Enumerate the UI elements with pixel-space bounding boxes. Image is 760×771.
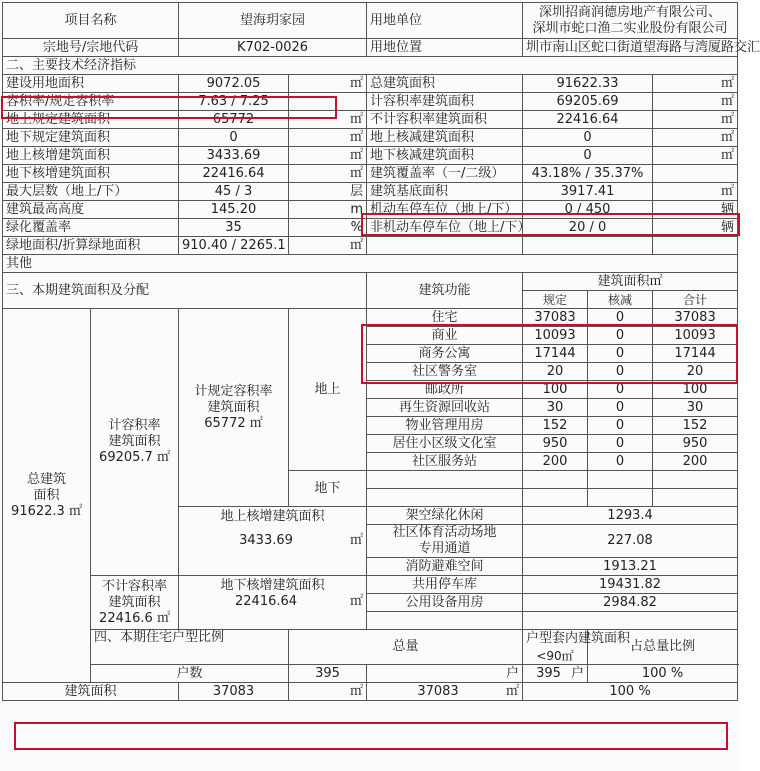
indicator-value: 22416.64 <box>179 165 289 183</box>
label-land-unit: 用地单位 <box>367 3 523 39</box>
section-2-heading: 二、主要技术经济指标 <box>3 57 738 75</box>
indicator-unit: ㎡ <box>289 111 367 129</box>
indicator-label: 建筑覆盖率（一/二级） <box>367 165 523 183</box>
below-bonus-value-line <box>182 594 363 610</box>
highlight-households-box <box>14 722 728 750</box>
above-bonus-label: 地上核增建筑面积 <box>220 509 325 524</box>
function-total: 20 <box>653 363 738 381</box>
indicator-label: 地下规定建筑面积 <box>3 129 179 147</box>
indicator-label: 地上规定建筑面积 <box>3 111 179 129</box>
above-bonus-value: 3433.69 <box>239 533 293 548</box>
label-project-name: 项目名称 <box>3 3 179 39</box>
indicator-unit: 辆 <box>653 219 738 237</box>
function-name: 住宅 <box>367 309 523 327</box>
indicator-label: 总建筑面积 <box>367 75 523 93</box>
function-name: 商务公寓 <box>367 345 523 363</box>
spacer <box>182 525 363 533</box>
empty-cell <box>588 489 653 507</box>
function-name: 物业管理用房 <box>367 417 523 435</box>
indicator-unit: ㎡ <box>289 165 367 183</box>
land-unit-line-2: 深圳市蛇口渔二实业股份有限公司 <box>532 20 728 36</box>
indicator-label: 机动车停车位（地上/下） <box>367 201 523 219</box>
indicator-value: 7.63 / 7.25 <box>179 93 289 111</box>
regulated-area-value: 65772 ㎡ <box>204 415 263 431</box>
indicator-value: 69205.69 <box>523 93 653 111</box>
empty-cell <box>523 489 588 507</box>
indicator-label: 最大层数（地上/下） <box>3 183 179 201</box>
function-total: 37083 <box>653 309 738 327</box>
indicator-value: 65772 <box>179 111 289 129</box>
function-deduction: 0 <box>588 399 653 417</box>
unit-mix-type-unit: 户 <box>571 665 585 681</box>
function-regulated: 152 <box>523 417 588 435</box>
indicator-value: 910.40 / 2265.1 <box>179 237 289 255</box>
indicator-unit: ㎡ <box>653 129 738 147</box>
indicator-unit: ㎡ <box>653 93 738 111</box>
indicator-label: 地上核增建筑面积 <box>3 147 179 165</box>
function-total: 152 <box>653 417 738 435</box>
below-bonus-label: 地下核增建筑面积 <box>220 578 325 593</box>
function-regulated: 10093 <box>523 327 588 345</box>
unit-mix-row <box>3 665 738 683</box>
indicator-value: 22416.64 <box>523 111 653 129</box>
function-deduction: 0 <box>588 363 653 381</box>
function-row <box>3 309 738 327</box>
function-regulated: 100 <box>523 381 588 399</box>
indicator-label: 地下核减建筑面积 <box>367 147 523 165</box>
bonus-item-value: 1913.21 <box>523 558 738 576</box>
function-deduction: 0 <box>588 435 653 453</box>
bonus-item-name: 架空绿化休闲 <box>367 507 523 525</box>
empty-cell <box>367 471 523 489</box>
indicator-label: 容积率/规定容积率 <box>3 93 179 111</box>
total-area-value: 91622.3 ㎡ <box>11 503 82 519</box>
unit-mix-type: 37083 <box>417 683 459 699</box>
unit-mix-row <box>3 683 738 701</box>
total-area-line-2: 面积 <box>33 487 60 503</box>
unit-mix-name: 户数 <box>91 665 289 683</box>
below-item-value: 19431.82 <box>523 576 738 594</box>
function-total: 200 <box>653 453 738 471</box>
unit-mix-total: 395 <box>289 665 367 683</box>
function-name: 居住小区级文化室 <box>367 435 523 453</box>
header-ratio: 占总量比例 <box>588 630 738 665</box>
indicator-value: 0 <box>179 129 289 147</box>
unit-mix-type-value <box>367 683 523 701</box>
header-type-area: 户型套内建筑面积 <box>523 630 588 648</box>
project-spec-sheet <box>2 2 760 701</box>
empty-cell <box>523 471 588 489</box>
below-bonus-cell <box>179 576 367 630</box>
fa-area-cell <box>91 309 179 576</box>
function-name: 再生资源回收站 <box>367 399 523 417</box>
unit-mix-total-unit: 户 <box>367 665 523 683</box>
indicator-unit: ㎡ <box>653 75 738 93</box>
function-total: 30 <box>653 399 738 417</box>
above-bonus-unit: ㎡ <box>350 533 364 548</box>
indicator-value: 0 <box>523 129 653 147</box>
indicator-label: 地下核增建筑面积 <box>3 165 179 183</box>
indicator-value: 9072.05 <box>179 75 289 93</box>
label-parcel-code: 宗地号/宗地代码 <box>3 39 179 57</box>
non-fa-line-2: 建筑面积 <box>108 594 161 610</box>
value-land-location: 圳市南山区蛇口街道望海路与湾厦路交汇 <box>523 39 738 57</box>
indicator-label: 非机动车停车位（地上/下） <box>367 219 523 237</box>
area-header: 建筑面积㎡ <box>523 273 738 291</box>
section-4-heading: 四、本期住宅户型比例 <box>91 630 289 665</box>
function-regulated: 37083 <box>523 309 588 327</box>
function-name: 社区服务站 <box>367 453 523 471</box>
function-regulated: 17144 <box>523 345 588 363</box>
other-row: 其他 <box>3 255 738 273</box>
regulated-area-line-2: 建筑面积 <box>207 399 260 415</box>
non-fa-value: 22416.6 ㎡ <box>99 610 170 626</box>
indicator-label: 建设用地面积 <box>3 75 179 93</box>
section-3-heading: 三、本期建筑面积及分配 <box>3 273 367 309</box>
below-ground-label: 地下 <box>289 471 367 507</box>
function-name: 邮政所 <box>367 381 523 399</box>
indicator-row <box>3 75 738 93</box>
subheader-total: 合计 <box>653 291 738 309</box>
function-name: 商业 <box>367 327 523 345</box>
indicator-row <box>3 219 738 237</box>
below-item-name: 公用设备用房 <box>367 594 523 612</box>
unit-mix-type-value <box>523 665 588 683</box>
indicator-label: 不计容积率建筑面积 <box>367 111 523 129</box>
indicator-value <box>523 237 653 255</box>
indicator-value: 91622.33 <box>523 75 653 93</box>
unit-mix-name: 建筑面积 <box>3 683 179 701</box>
function-deduction: 0 <box>588 417 653 435</box>
above-bonus-cell <box>179 507 367 576</box>
below-bonus-value: 22416.64 <box>235 594 298 609</box>
indicator-label: 地上核减建筑面积 <box>367 129 523 147</box>
indicator-unit: % <box>289 219 367 237</box>
bonus-item-name <box>367 525 523 558</box>
function-header: 建筑功能 <box>367 273 523 309</box>
function-deduction: 0 <box>588 309 653 327</box>
bonus-item-name: 消防避难空间 <box>367 558 523 576</box>
indicator-unit: ㎡ <box>653 111 738 129</box>
empty-cell <box>653 489 738 507</box>
indicator-unit: ㎡ <box>289 147 367 165</box>
below-row <box>3 576 738 594</box>
indicator-row <box>3 183 738 201</box>
indicator-unit: 辆 <box>653 201 738 219</box>
indicator-row <box>3 237 738 255</box>
value-parcel-code: K702-0026 <box>179 39 367 57</box>
below-item-value: 2984.82 <box>523 594 738 612</box>
indicator-row <box>3 165 738 183</box>
indicator-unit: 层 <box>289 183 367 201</box>
land-unit-line-1: 深圳招商润德房地产有限公司、 <box>539 4 722 20</box>
indicator-row <box>3 111 738 129</box>
indicator-value: 3917.41 <box>523 183 653 201</box>
unit-mix-ratio: 100 % <box>588 665 738 683</box>
bonus-item-value: 1293.4 <box>523 507 738 525</box>
regulated-area-cell <box>179 309 289 507</box>
function-regulated: 950 <box>523 435 588 453</box>
unit-mix-type: 395 <box>536 665 561 681</box>
empty-cell <box>367 489 523 507</box>
bonus-item-name-line-1: 社区体育活动场地 <box>392 525 497 540</box>
fa-area-value: 69205.7 ㎡ <box>99 450 170 465</box>
above-bonus-value-line <box>182 533 363 549</box>
indicator-value: 3433.69 <box>179 147 289 165</box>
indicator-value: 20 / 0 <box>523 219 653 237</box>
value-land-unit <box>523 3 738 39</box>
subheader-deduction: 核减 <box>588 291 653 309</box>
empty-cell <box>588 471 653 489</box>
indicator-unit: ㎡ <box>653 183 738 201</box>
function-deduction: 0 <box>588 345 653 363</box>
unit-mix-total: 37083 <box>179 683 289 701</box>
indicator-value: 45 / 3 <box>179 183 289 201</box>
label-land-location: 用地位置 <box>367 39 523 57</box>
empty-cell <box>367 612 523 630</box>
fa-area-line-2: 建筑面积 <box>108 434 161 449</box>
indicator-value: 145.20 <box>179 201 289 219</box>
indicator-label: 建筑最高高度 <box>3 201 179 219</box>
function-deduction: 0 <box>588 453 653 471</box>
bonus-item-name-line-2: 专用通道 <box>418 541 471 556</box>
function-regulated: 200 <box>523 453 588 471</box>
indicator-label: 计容积率建筑面积 <box>367 93 523 111</box>
header-total: 总量 <box>289 630 523 665</box>
indicator-row <box>3 129 738 147</box>
header-type-threshold: <90㎡ <box>523 647 588 665</box>
fa-area-line-1: 计容积率 <box>108 418 161 433</box>
indicator-label <box>367 237 523 255</box>
indicator-unit: ㎡ <box>289 75 367 93</box>
function-name: 社区警务室 <box>367 363 523 381</box>
function-total: 100 <box>653 381 738 399</box>
function-deduction: 0 <box>588 381 653 399</box>
total-area-cell <box>3 309 91 683</box>
indicator-label: 绿地面积/折算绿地面积 <box>3 237 179 255</box>
non-fa-area-cell <box>91 576 179 630</box>
below-bonus-unit: ㎡ <box>350 594 364 609</box>
total-area-line-1: 总建筑 <box>26 471 66 487</box>
indicator-unit: ㎡ <box>289 237 367 255</box>
indicator-value: 43.18% / 35.37% <box>523 165 653 183</box>
regulated-area-line-1: 计规定容积率 <box>194 383 273 399</box>
empty-cell <box>653 471 738 489</box>
indicator-row <box>3 93 738 111</box>
above-ground-label: 地上 <box>289 309 367 471</box>
function-regulated: 30 <box>523 399 588 417</box>
unit-mix-type-unit: ㎡ <box>506 683 520 699</box>
unit-mix-total-unit: ㎡ <box>289 683 367 701</box>
indicator-row <box>3 201 738 219</box>
indicator-unit: ㎡ <box>653 147 738 165</box>
indicator-unit <box>653 165 738 183</box>
indicator-value: 35 <box>179 219 289 237</box>
indicator-unit <box>653 237 738 255</box>
function-deduction: 0 <box>588 327 653 345</box>
empty-cell <box>523 612 738 630</box>
function-total: 950 <box>653 435 738 453</box>
subheader-regulated: 规定 <box>523 291 588 309</box>
indicator-unit: m <box>289 201 367 219</box>
value-project-name: 望海玥家园 <box>179 3 367 39</box>
function-total: 17144 <box>653 345 738 363</box>
indicator-unit <box>289 93 367 111</box>
bonus-item-value: 227.08 <box>523 525 738 558</box>
unit-mix-ratio: 100 % <box>523 683 738 701</box>
indicator-value: 0 / 450 <box>523 201 653 219</box>
non-fa-line-1: 不计容积率 <box>102 578 168 594</box>
below-item-name: 共用停车库 <box>367 576 523 594</box>
function-regulated: 20 <box>523 363 588 381</box>
indicator-label: 绿化覆盖率 <box>3 219 179 237</box>
indicator-value: 0 <box>523 147 653 165</box>
function-total: 10093 <box>653 327 738 345</box>
indicator-row <box>3 147 738 165</box>
indicator-unit: ㎡ <box>289 129 367 147</box>
indicator-label: 建筑基底面积 <box>367 183 523 201</box>
